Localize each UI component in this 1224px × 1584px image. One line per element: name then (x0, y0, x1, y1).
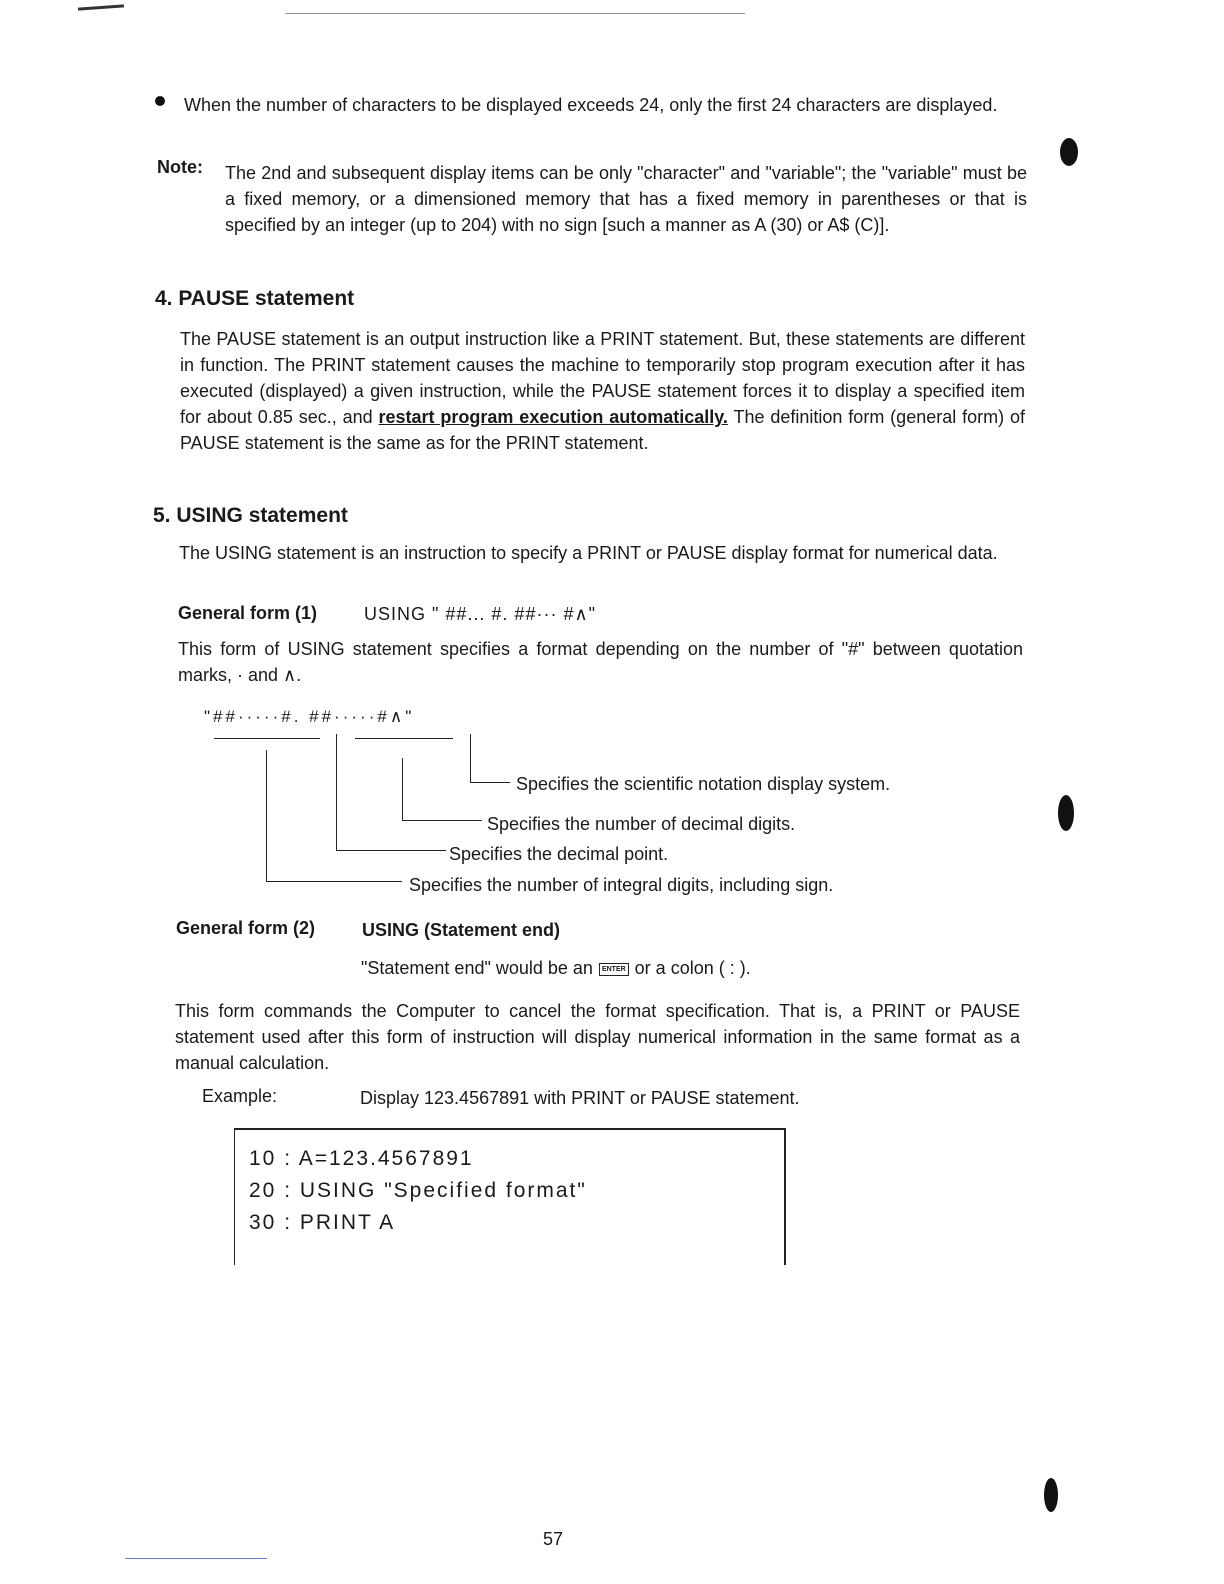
diagram-leader-decimal (402, 820, 482, 821)
section-5-heading: 5. USING statement (153, 504, 348, 527)
diagram-leader-point (336, 850, 446, 851)
general-form-2-label: General form (2) (176, 918, 316, 938)
scan-mark-top-line (285, 13, 745, 14)
bullet-text: When the number of characters to be displayed exceeds 24, only the first 24 characters are displayed. (184, 95, 998, 115)
diagram-label-scientific: Specifies the scientific notation display system. (516, 774, 891, 794)
code-line-10: 10 : A=123.4567891 (249, 1147, 474, 1170)
section-5-intro: The USING statement is an instruction to specify a PRINT or PAUSE display format for numerical data. (179, 543, 998, 563)
general-form-1-label: General form (1) (178, 603, 318, 623)
colon-text: or a colon ( : ). (634, 958, 751, 978)
binder-hole-3 (1044, 1478, 1058, 1512)
scan-mark-top-left (78, 4, 124, 10)
note-text: The 2nd and subsequent display items can be only "character" and "variable"; the "variable" must be a fixed memory, or a dimensioned memory that has a fixed memory in parentheses or that is specified by an integer (up to 204) with no sign [such a manner as A (30) or A$ (C)]. (225, 163, 1027, 235)
binder-hole-2 (1058, 795, 1074, 831)
section-4-body-underlined: restart program execution automatically. (378, 407, 728, 427)
general-form-1-syntax: USING " ##... #. ##··· #∧" (364, 604, 597, 624)
code-line-20: 20 : USING "Specified format" (249, 1179, 587, 1202)
diagram-line-integral (266, 750, 267, 881)
statement-end-text: "Statement end" would be an (361, 958, 593, 978)
code-line-30: 30 : PRINT A (249, 1211, 396, 1234)
section-4-body (180, 326, 1025, 456)
general-form-2-note (361, 955, 751, 981)
section-4-heading: 4. PAUSE statement (155, 287, 355, 310)
general-form-1-desc: This form of USING statement specifies a format depending on the number of "#" between quotation marks, · and ∧. (178, 639, 1023, 685)
binder-hole-1 (1060, 138, 1078, 166)
example-label: Example: (202, 1086, 278, 1106)
diagram-format-string: "##·····#. ##·····#∧" (204, 707, 415, 726)
diagram-brace-decimal (355, 738, 453, 739)
page-number: 57 (543, 1529, 564, 1549)
general-form-2-desc: This form commands the Computer to cancel the format specification. That is, a PRINT or PAUSE statement used after this form of instruction will display numerical information in the same format as a manual calculation. (175, 1001, 1020, 1073)
diagram-line-scientific (470, 734, 471, 782)
example-text: Display 123.4567891 with PRINT or PAUSE statement. (360, 1088, 800, 1108)
scan-mark-bottom-line (125, 1558, 267, 1559)
diagram-line-point (336, 734, 337, 850)
general-form-2-syntax: USING (Statement end) (362, 920, 561, 940)
diagram-leader-integral (266, 881, 402, 882)
section-4-body-part2: The definition form (general form) of PAUSE statement is the same as for the PRINT statement. (180, 407, 1025, 453)
note-label: Note: (157, 157, 203, 177)
diagram-line-decimal (402, 758, 403, 820)
diagram-leader-scientific (470, 782, 510, 783)
enter-key-icon: ENTER (599, 963, 629, 976)
bullet-dot (155, 96, 165, 106)
diagram-brace-integral (214, 738, 320, 739)
code-listing-box (234, 1128, 786, 1265)
diagram-label-integral-digits: Specifies the number of integral digits, including sign. (409, 875, 834, 895)
diagram-label-decimal-digits: Specifies the number of decimal digits. (487, 814, 796, 834)
diagram-label-decimal-point: Specifies the decimal point. (449, 844, 669, 864)
section-4-body-part1: The PAUSE statement is an output instruction like a PRINT statement. But, these statements are different in function. The PRINT statement causes the machine to temporarily stop program execution after it has executed (displayed) a given instruction, while the PAUSE statement forces it to display a specified item for about 0.85 sec., and (180, 329, 1025, 427)
